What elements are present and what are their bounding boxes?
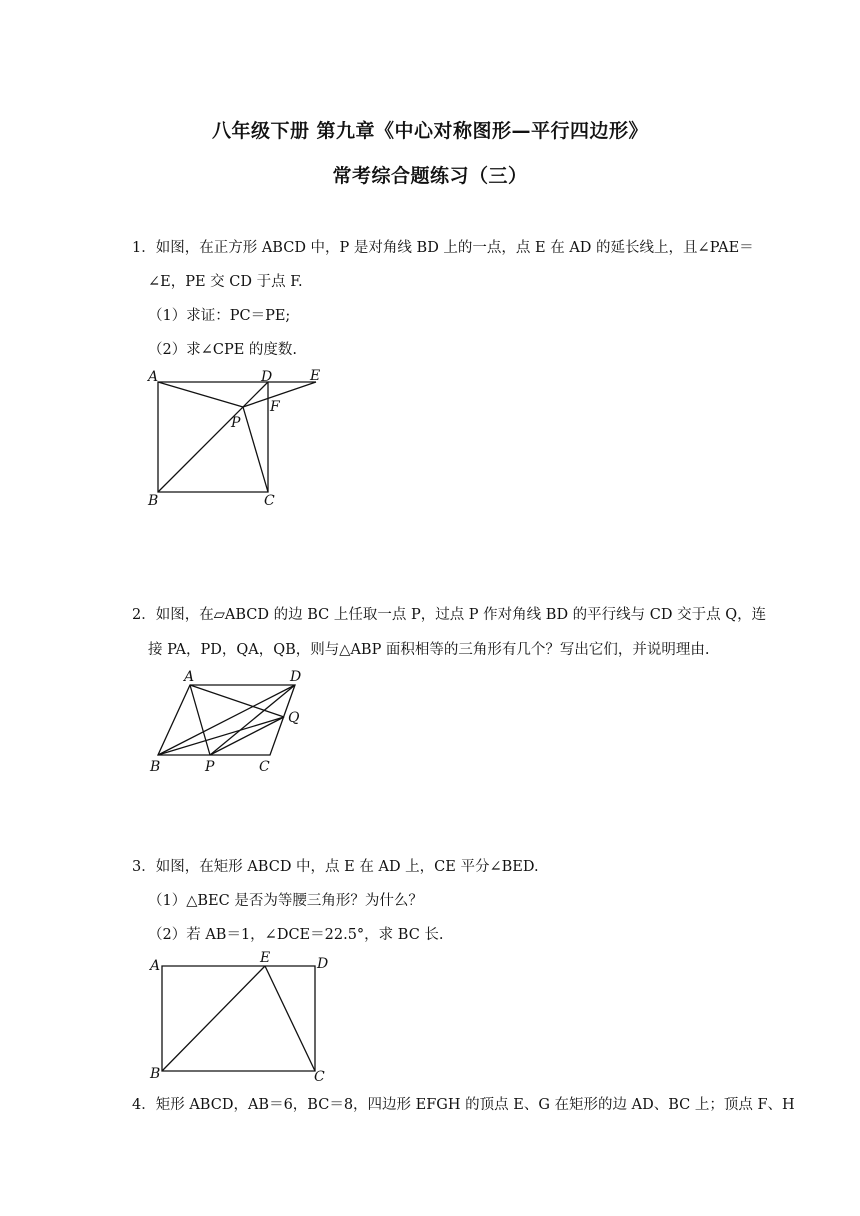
q2-line-1: 2．如图，在▱ABCD 的边 BC 上任取一点 P，过点 P 作对角线 BD 的平行线与 CD 交于点 Q，连 xyxy=(132,607,767,623)
q3-label-a: A xyxy=(150,958,161,974)
q1-label-a: A xyxy=(148,369,159,385)
q2-label-c: C xyxy=(259,759,270,775)
q3-figure xyxy=(140,948,340,1088)
q1-label-f: F xyxy=(270,399,280,415)
q1-label-c: C xyxy=(264,493,275,509)
q2-label-p: P xyxy=(205,759,215,775)
q3-part-1: （1）△BEC 是否为等腰三角形？为什么？ xyxy=(148,893,423,909)
q2-label-d: D xyxy=(290,669,302,685)
q3-label-c: C xyxy=(314,1069,325,1085)
q3-line-1: 3．如图，在矩形 ABCD 中，点 E 在 AD 上，CE 平分∠BED. xyxy=(132,859,539,875)
q3-part-2: （2）若 AB＝1，∠DCE＝22.5°，求 BC 长. xyxy=(148,927,444,943)
q1-label-b: B xyxy=(148,493,159,509)
q1-label-d: D xyxy=(261,369,273,385)
q1-part-1: （1）求证：PC＝PE; xyxy=(148,308,291,324)
page-title-line1: 八年级下册 第九章《中心对称图形—平行四边形》 xyxy=(211,120,649,142)
q3-label-e: E xyxy=(260,950,271,966)
q2-line-2: 接 PA，PD，QA，QB，则与△ABP 面积相等的三角形有几个？写出它们，并说明理由. xyxy=(148,642,710,658)
q1-part-2: （2）求∠CPE 的度数. xyxy=(148,342,298,358)
q1-label-p: P xyxy=(231,415,241,431)
q4-line-1: 4．矩形 ABCD，AB＝6，BC＝8，四边形 EFGH 的顶点 E、G 在矩形的边 AD、BC 上；顶点 F、H xyxy=(132,1097,795,1113)
page-title-line2: 常考综合题练习（三） xyxy=(332,165,528,187)
q1-figure xyxy=(140,365,340,515)
q1-line-2: ∠E，PE 交 CD 于点 F. xyxy=(148,274,303,290)
q1-label-e: E xyxy=(310,368,321,384)
q2-label-b: B xyxy=(150,759,161,775)
q2-figure xyxy=(140,665,320,780)
q2-label-q: Q xyxy=(288,710,300,726)
q3-label-b: B xyxy=(150,1066,161,1082)
q2-label-a: A xyxy=(184,669,195,685)
q3-label-d: D xyxy=(317,956,329,972)
q1-line-1: 1．如图，在正方形 ABCD 中，P 是对角线 BD 上的一点，点 E 在 AD 的延长线上，且∠PAE＝ xyxy=(132,240,754,256)
